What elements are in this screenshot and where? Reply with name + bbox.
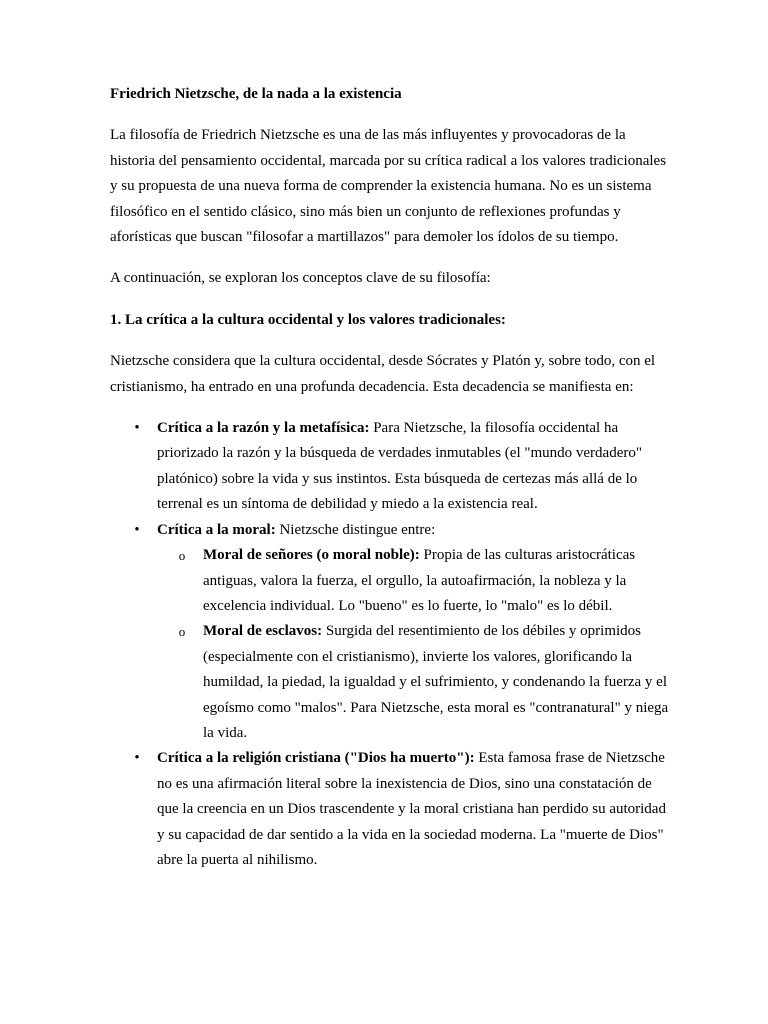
section-heading: 1. La crítica a la cultura occidental y los valores tradicionales: [110, 311, 506, 328]
sub-list-item-label: Moral de señores (o moral noble): [203, 547, 420, 564]
list-item-text: Para Nietzsche, la filosofía occidental ha priorizado la razón y la búsqueda de verdades inmutables (el "mundo verdadero" platónico) sobre la vida y sus instintos. Esta búsqueda de certezas más allá de lo terrenal es un síntoma de debilidad y miedo a la existencia real. [157, 420, 642, 513]
sub-bullet-icon: o [178, 548, 186, 564]
sub-list-item [157, 619, 670, 746]
bullet-icon: • [134, 521, 140, 538]
list-item-label: Crítica a la moral: [157, 521, 276, 538]
intro-paragraph: La filosofía de Friedrich Nietzsche es una de las más influyentes y provocadoras de la historia del pensamiento occidental, marcada por su crítica radical a los valores tradicionales y su propuesta de una nueva forma de comprender la existencia humana. No es un sistema filosófico en el sentido clásico, sino más bien un conjunto de reflexiones profundas y aforísticas que buscan "filosofar a martillazos" para demoler los ídolos de su tiempo. [110, 127, 667, 246]
sub-list-item-text: Surgida del resentimiento de los débiles y oprimidos (especialmente con el cristianismo), invierte los valores, glorificando la humildad, la piedad, la igualdad y el sufrimiento, y condenando la fuerza y el egoísmo como "malos". Para Nietzsche, esta moral es "contranatural" y niega la vida. [203, 623, 669, 741]
sub-bullet-list [157, 543, 670, 746]
sub-list-item-label: Moral de esclavos: [203, 623, 323, 640]
transition-paragraph: A continuación, se exploran los conceptos clave de su filosofía: [110, 270, 491, 287]
document-title: Friedrich Nietzsche, de la nada a la existencia [110, 86, 402, 102]
bullet-icon: • [134, 750, 140, 767]
section-intro-paragraph: Nietzsche considera que la cultura occidental, desde Sócrates y Platón y, sobre todo, con el cristianismo, ha entrado en una profunda decadencia. Esta decadencia se manifiesta en: [110, 353, 656, 395]
sub-bullet-icon: o [178, 624, 186, 640]
sub-list-item [157, 543, 670, 619]
list-item-label: Crítica a la razón y la metafísica: [157, 420, 370, 437]
bullet-list [110, 416, 670, 873]
list-item-label: Crítica a la religión cristiana ("Dios ha muerto"): [157, 750, 475, 767]
sub-list-item-text: Propia de las culturas aristocráticas antiguas, valora la fuerza, el orgullo, la autoafirmación, la nobleza y la excelencia individual. Lo "bueno" es lo fuerte, lo "malo" es lo débil. [203, 547, 636, 614]
list-item [110, 746, 670, 873]
list-item [110, 518, 670, 747]
bullet-icon: • [134, 420, 140, 437]
list-item-text: Esta famosa frase de Nietzsche no es una afirmación literal sobre la inexistencia de Dios, sino una constatación de que la creencia en un Dios trascendente y la moral cristiana han perdido su autoridad y su capacidad de dar sentido a la vida en la sociedad moderna. La "muerte de Dios" abre la puerta al nihilismo. [157, 750, 666, 868]
document-page [110, 82, 670, 873]
list-item [110, 416, 670, 518]
list-item-text: Nietzsche distingue entre: [275, 521, 436, 538]
